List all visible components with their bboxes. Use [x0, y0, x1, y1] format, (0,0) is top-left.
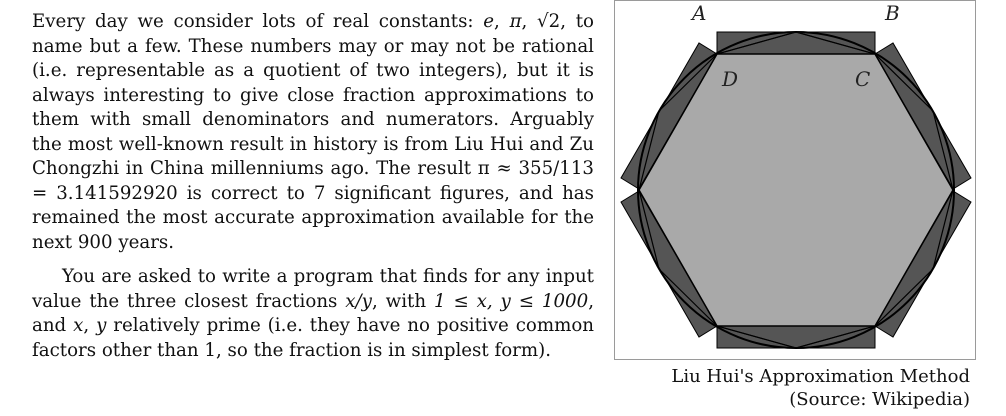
range-condition: 1 ≤ x, y ≤ 1000: [433, 290, 589, 312]
caption-source: (Source: Wikipedia): [789, 389, 970, 410]
approximation-diagram: [615, 1, 975, 359]
figure-caption: [614, 365, 970, 411]
paragraph-task: You are asked to write a program that finds for any input value the three closest fractions x/y, with 1 ≤ x, y ≤ 1000, and x, y relatively prime (i.e. they have no positive common factors other than 1, so the fraction is in simplest form).: [32, 266, 594, 361]
label-d: D: [722, 67, 739, 91]
var-y: y: [96, 315, 107, 336]
caption-title: Liu Hui's Approximation Method: [671, 366, 970, 387]
fraction-xy: x/y: [345, 290, 372, 312]
constant-sqrt2: √2: [537, 11, 561, 32]
paragraph-intro: Every day we consider lots of real constants: e, π, √2, to name but a few. These numbers may or may not be rational (i.e. representable as a quotient of two integers), but it is always interesting to give close fraction approximations to them with small denominators and numerators. Arguably the most well-known result in history is from Liu Hui and Zu Chongzhi in China millenniums ago. The result π ≈ 355/113 = 3.141592920 is correct to 7 significant figures, and has remained the most accurate approximation available for the next 900 years.: [32, 11, 594, 253]
liu-hui-figure: [614, 0, 976, 360]
label-b: B: [885, 1, 900, 25]
pi-approx-formula: π ≈ 355/113 = 3.141592920: [32, 158, 594, 204]
constant-pi: π: [509, 11, 522, 32]
constant-e: e: [483, 11, 495, 32]
label-c: C: [855, 67, 871, 91]
label-a: A: [692, 1, 707, 25]
var-x: x: [73, 315, 84, 336]
problem-text: [32, 10, 594, 373]
